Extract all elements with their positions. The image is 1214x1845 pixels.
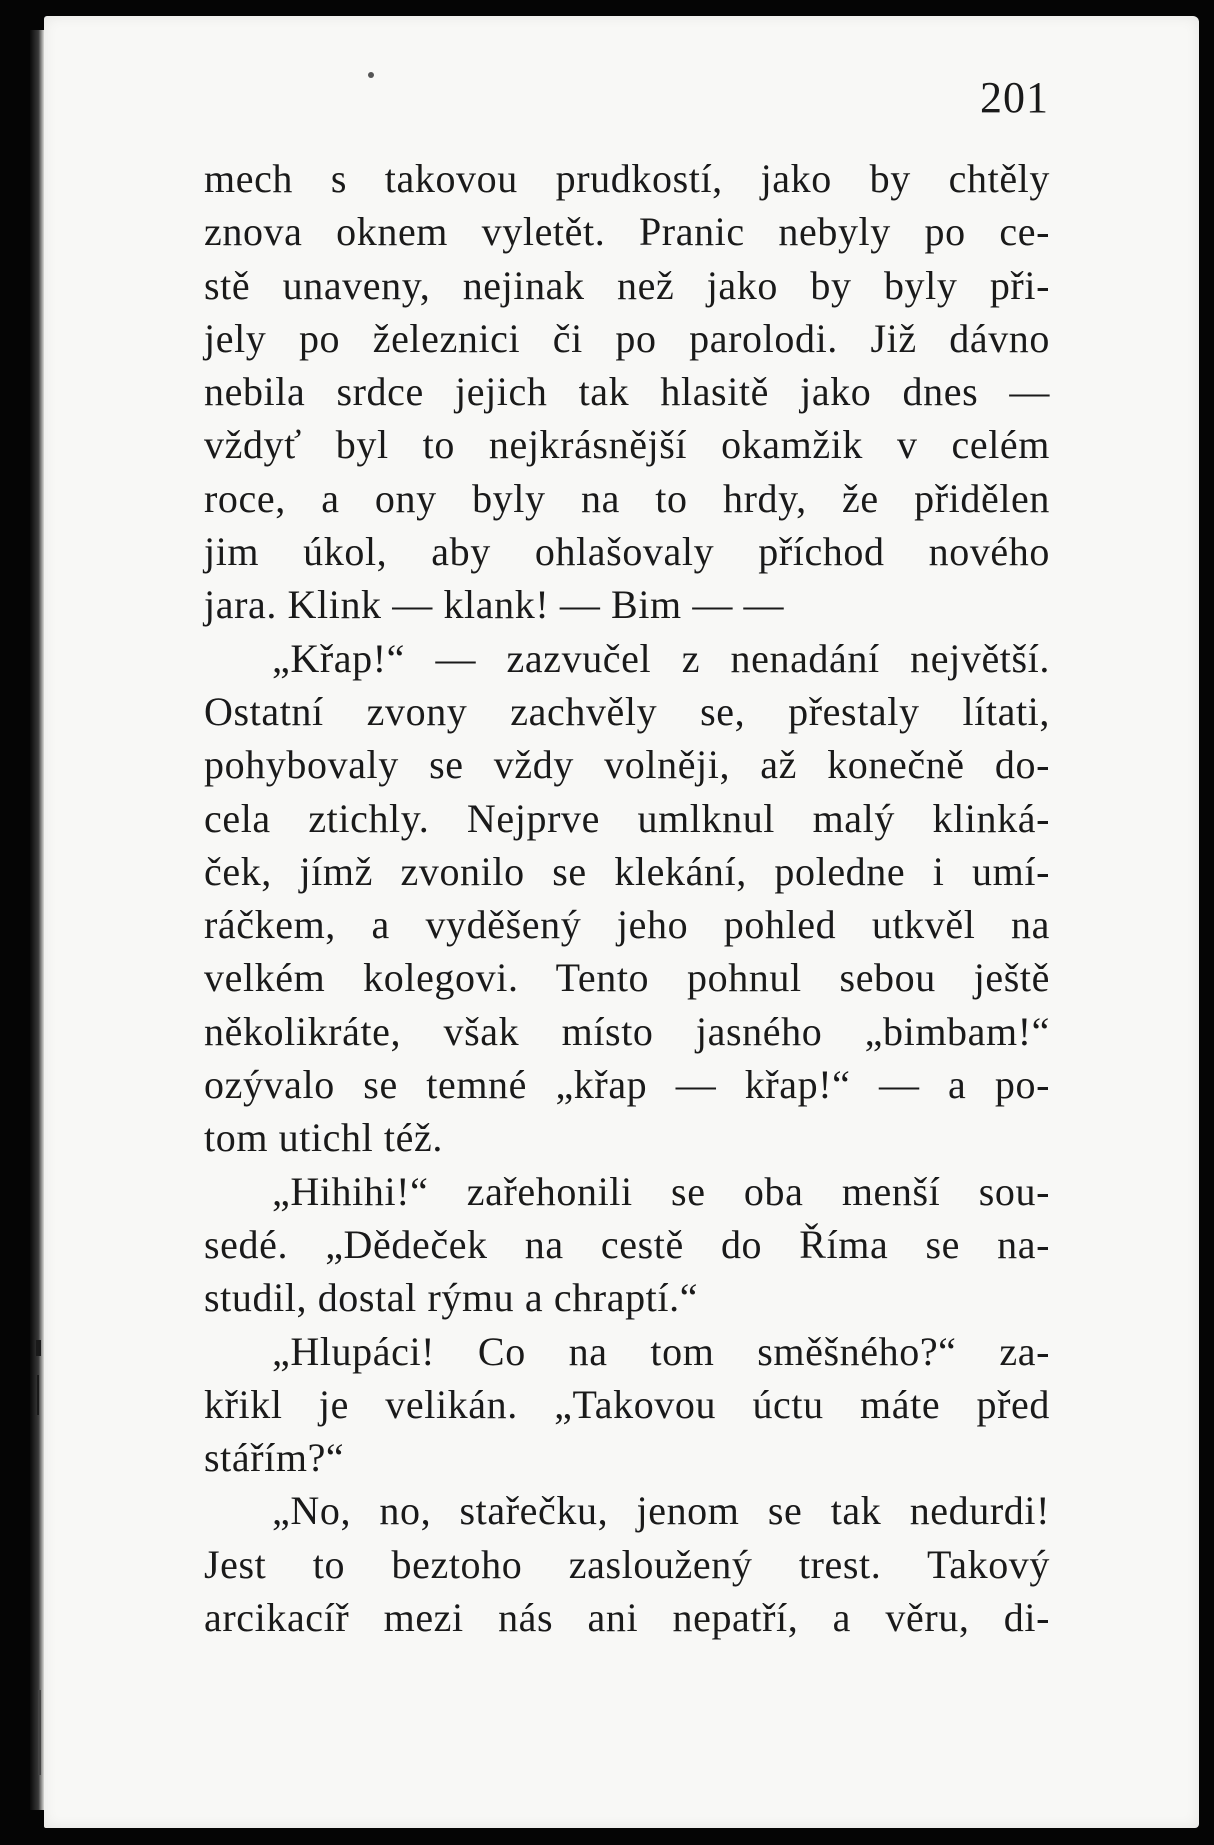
text-line: „No, no, stařečku, jenom se tak nedurdi! [272,1488,1050,1534]
edge-mark [38,1690,41,1775]
text-line: Jest to beztoho zasloužený trest. Takový [204,1541,1050,1587]
text-line: „Křap!“ — zazvučel z nenadání největší. [272,635,1050,681]
body-text [204,152,1050,1644]
text-line: znova oknem vyletět. Pranic nebyly po ce- [204,209,1050,255]
text-line: roce, a ony byly na to hrdy, že přidělen [204,475,1050,521]
text-line: stářím?“ [204,1435,345,1481]
text-line: Ostatní zvony zachvěly se, přestaly lítati, [204,688,1050,734]
text-line: jara. Klink — klank! — Bim — — [204,582,785,628]
text-line: cela ztichly. Nejprve umlknul malý klinká- [204,795,1050,841]
text-line: „Hihihi!“ zařehonili se oba menší sou- [272,1168,1050,1214]
text-line: nebila srdce jejich tak hlasitě jako dnes — [204,369,1050,415]
text-line: „Hlupáci! Co na tom směšného?“ za- [272,1328,1050,1374]
text-line: ček, jímž zvonilo se klekání, poledne i umí- [204,848,1050,894]
book-spine-shadow [30,30,44,1810]
edge-mark [36,1340,41,1356]
edge-mark [37,1375,39,1415]
text-line: sedé. „Dědeček na cestě do Říma se na- [204,1221,1050,1267]
text-line: arcikacíř mezi nás ani nepatří, a věru, di- [204,1595,1050,1641]
text-line: jim úkol, aby ohlašovaly příchod nového [204,529,1050,575]
text-line: mech s takovou prudkostí, jako by chtěly [204,156,1050,201]
ink-speck [368,72,374,78]
text-line: studil, dostal rýmu a chraptí.“ [204,1275,699,1321]
text-line: pohybovaly se vždy volněji, až konečně do- [204,742,1050,788]
text-line: ozývalo se temné „křap — křap!“ — a po- [204,1062,1050,1108]
text-line: stě unaveny, nejinak než jako by byly při- [204,262,1050,308]
text-line: velkém kolegovi. Tento pohnul sebou ještě [204,955,1050,1001]
text-line: několikráte, však místo jasného „bimbam!“ [204,1008,1050,1054]
page-number: 201 [980,73,1049,122]
text-line: jely po železnici či po parolodi. Již dávno [204,315,1050,361]
text-line: tom utichl též. [204,1115,443,1161]
text-line: vždyť byl to nejkrásnější okamžik v celém [204,422,1050,468]
text-line: křikl je velikán. „Takovou úctu máte před [204,1381,1050,1427]
text-line: ráčkem, a vyděšený jeho pohled utkvěl na [204,902,1050,948]
